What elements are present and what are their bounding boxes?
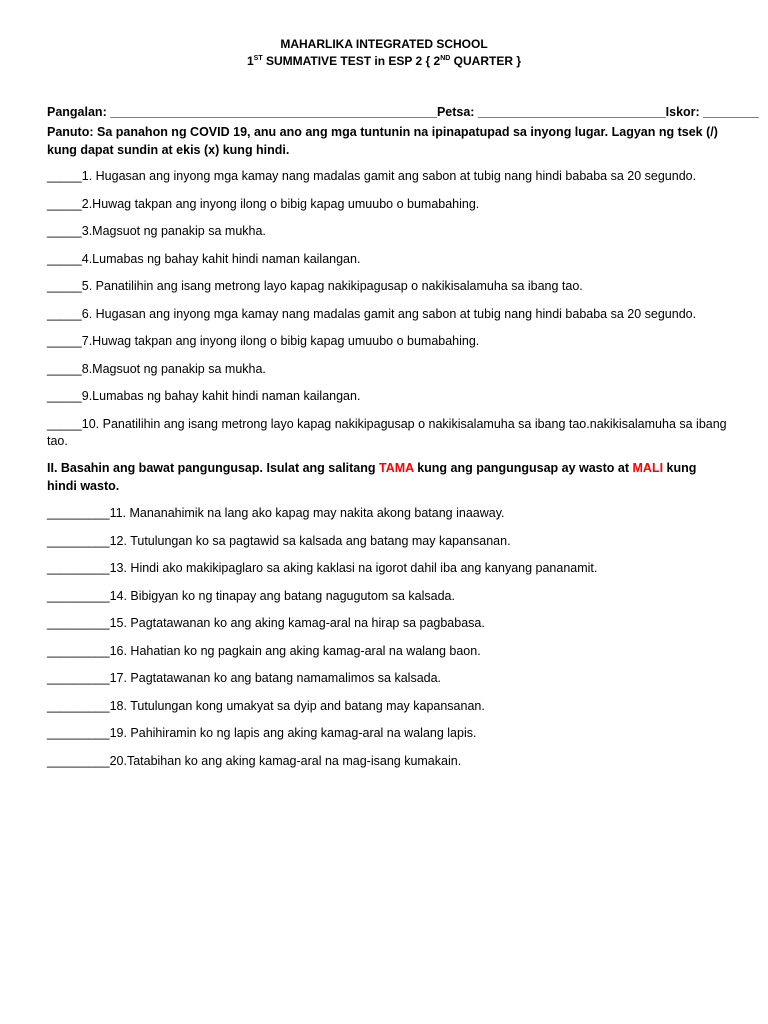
test-number-suffix: ST [253, 55, 263, 62]
part2-item: _________16. Hahatian ko ng pagkain ang aking kamag-aral na walang baon. [47, 643, 481, 658]
document-header [0, 36, 768, 70]
part1-item: _____5. Panatilihin ang isang metrong layo kapag nakikipagusap o nakikisalamuha sa ibang tao. [47, 279, 583, 293]
part2-end: kung hindi wasto. [47, 461, 697, 493]
part2-item: _________13. Hindi ako makikipaglaro sa aking kaklasi na igorot dahil iba ang kanyang pananamit. [47, 561, 598, 575]
part2-lead: II. Basahin ang bawat pangungusap. Isulat ang salitang [47, 461, 379, 475]
part2-mid: kung ang pangungusap ay wasto at [413, 461, 633, 475]
part2-item: _________19. Pahihiramin ko ng lapis ang aking kamag-aral na walang lapis. [47, 726, 477, 740]
part1-item: _____7.Huwag takpan ang inyong ilong o bibig kapag umuubo o bumabahing. [47, 334, 480, 348]
part1-item: _____9.Lumabas ng bahay kahit hindi naman kailangan. [47, 389, 361, 403]
tama-word: TAMA [379, 461, 414, 475]
school-name: MAHARLIKA INTEGRATED SCHOOL [280, 37, 488, 51]
part1-item: _____8.Magsuot ng panakip sa mukha. [47, 361, 266, 376]
part2-item: _________17. Pagtatawanan ko ang batang namamalimos sa kalsada. [47, 671, 442, 685]
part1-item: _____4.Lumabas ng bahay kahit hindi naman kailangan. [47, 251, 361, 266]
test-title-end: QUARTER } [450, 54, 522, 68]
part1-item: _____3.Magsuot ng panakip sa mukha. [47, 224, 266, 238]
part1-item: _____2.Huwag takpan ang inyong ilong o bibig kapag umuubo o bumabahing. [47, 196, 480, 211]
test-title [0, 53, 768, 70]
part2-item: _________15. Pagtatawanan ko ang aking kamag-aral na hirap sa pagbabasa. [47, 616, 485, 630]
part2-item: _________14. Bibigyan ko ng tinapay ang batang nagugutom sa kalsada. [47, 588, 455, 603]
part2-instructions [47, 459, 727, 495]
part1-item: _____1. Hugasan ang inyong mga kamay nang madalas gamit ang sabon at tubig nang hindi bababa sa 20 segundo. [47, 169, 697, 183]
part1-list [47, 168, 727, 460]
part2-item: _________18. Tutulungan kong umakyat sa dyip and batang may kapansanan. [47, 698, 485, 713]
part2-item: _________20.Tatabihan ko ang aking kamag-aral na mag-isang kumakain. [47, 753, 462, 768]
instructions: Panuto: Sa panahon ng COVID 19, anu ano ang mga tuntunin na ipinapatupad sa inyong lugar. Lagyan ng tsek (/) kung dapat sundin at ekis (x) kung hindi. [47, 125, 718, 157]
quarter-suffix: ND [440, 55, 451, 62]
part1-item: _____6. Hugasan ang inyong mga kamay nang madalas gamit ang sabon at tubig nang hindi bababa sa 20 segundo. [47, 306, 697, 321]
test-title-middle: SUMMATIVE TEST in ESP 2 { 2 [262, 54, 441, 68]
part1-item: _____10. Panatilihin ang isang metrong layo kapag nakikipagusap o nakikisalamuha sa ibang tao.nakikisalamuha sa ibang tao. [47, 416, 727, 448]
mali-word: MALI [632, 461, 664, 475]
name-date-score-line: Pangalan: _______________________________________________Petsa: ___________________________Iskor: ________ [47, 105, 759, 119]
part2-list [47, 505, 727, 780]
part2-item: _________12. Tutulungan ko sa pagtawid sa kalsada ang batang may kapansanan. [47, 533, 511, 548]
part2-item: _________11. Mananahimik na lang ako kapag may nakita akong batang inaaway. [47, 506, 505, 520]
test-number: 1 [246, 54, 254, 68]
